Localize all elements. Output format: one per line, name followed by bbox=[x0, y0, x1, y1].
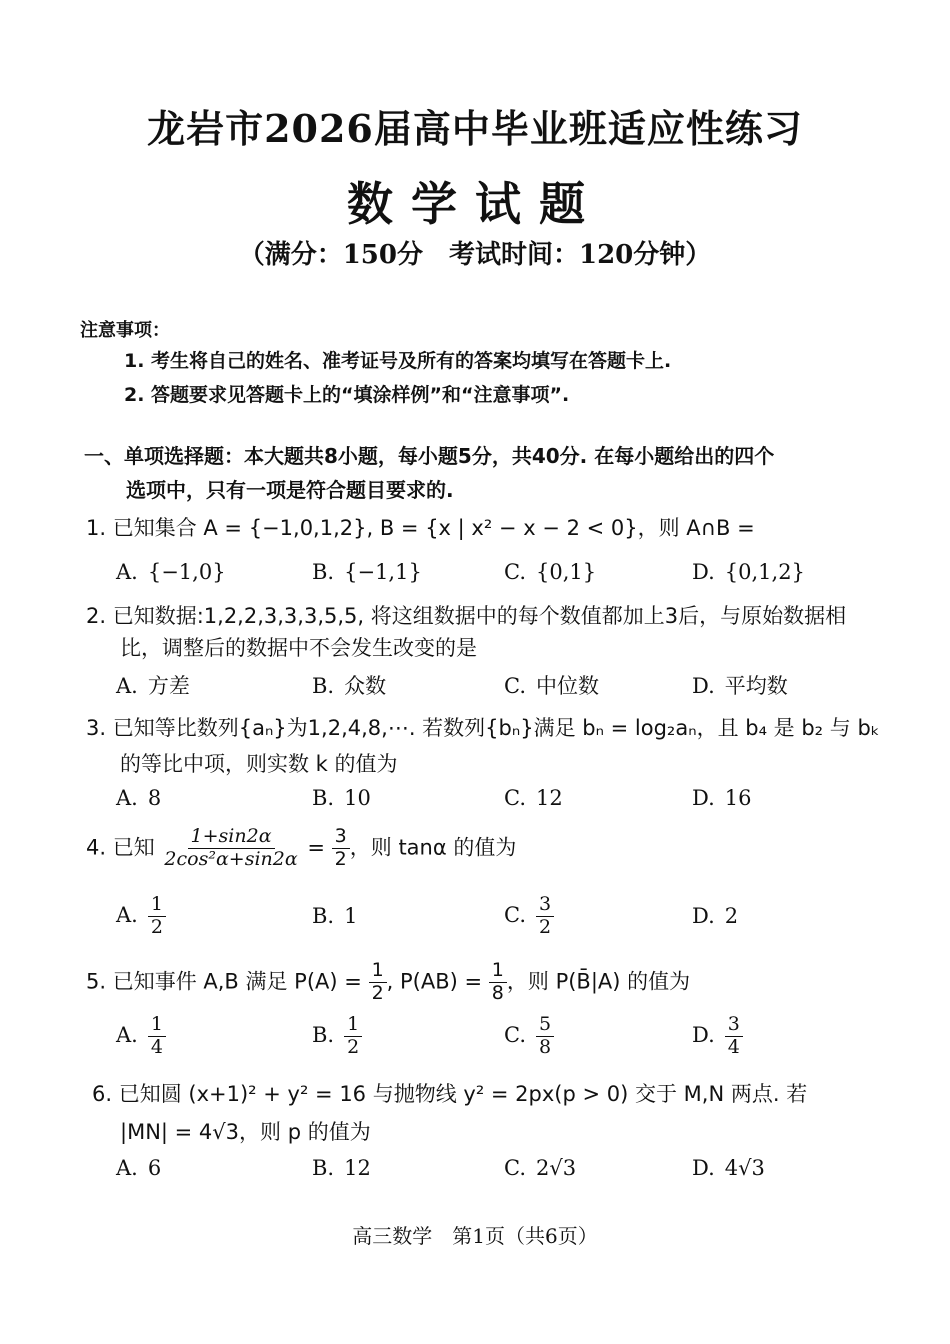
question-2-options bbox=[116, 670, 896, 710]
subject-title: 数学试题 bbox=[347, 177, 603, 231]
question-6-options bbox=[116, 1156, 896, 1196]
question-1: 1. 已知集合 A = {−1,0,1,2}, B = {x | x² − x − 2 < 0}，则 A∩B = bbox=[86, 516, 755, 540]
option-c: C. 中位数 bbox=[504, 674, 599, 698]
notice-item: 2. 答题要求见答题卡上的“填涂样例”和“注意事项”. bbox=[124, 384, 570, 406]
option-c: C. $\frac{3}{2}$ bbox=[504, 894, 554, 939]
question-1-options bbox=[116, 560, 896, 600]
fraction: $\frac{1+\sin 2\alpha}{\text{2cos²α+sin2α}}$ bbox=[164, 825, 298, 870]
question-4: 4. 已知 $\frac{1+\sin 2\alpha}{\text{2cos²α+sin2α}}$ = $\frac{3}{2}$ ，则 tanα 的值为 bbox=[86, 825, 517, 870]
option-a: A. {−1,0} bbox=[116, 560, 226, 584]
exam-title: 龙岩市2026届高中毕业班适应性练习 bbox=[147, 106, 803, 151]
question-3-cont: 的等比中项，则实数 k 的值为 bbox=[120, 752, 398, 776]
option-d: D. $\frac{3}{4}$ bbox=[692, 1014, 743, 1059]
option-a: A. 方差 bbox=[116, 674, 190, 698]
question-5: 5. 已知事件 A,B 满足 P(A) = $\frac{1}{2}$ , P(AB) = $\frac{1}{8}$ ，则 P(B̄|A) 的值为 bbox=[86, 959, 691, 1004]
option-b: B. {−1,1} bbox=[312, 560, 422, 584]
question-2-cont: 比，调整后的数据中不会发生改变的是 bbox=[120, 636, 477, 660]
option-b: B. 10 bbox=[312, 786, 371, 810]
section-title-cont: 选项中，只有一项是符合题目要求的. bbox=[126, 478, 454, 502]
option-d: D. 平均数 bbox=[692, 674, 788, 698]
question-2: 2. 已知数据:1,2,2,3,3,3,5,5, 将这组数据中的每个数值都加上3后，与原始数据相 bbox=[86, 604, 847, 628]
option-c: C. $\frac{5}{8}$ bbox=[504, 1014, 554, 1059]
option-b: B. $\frac{1}{2}$ bbox=[312, 1014, 362, 1059]
fraction: $\frac{1}{8}$ bbox=[489, 960, 507, 1005]
fraction: $\frac{1}{2}$ bbox=[369, 960, 387, 1005]
exam-info: （满分：150分 考试时间：120分钟） bbox=[238, 240, 712, 270]
option-a: A. $\frac{1}{2}$ bbox=[116, 894, 166, 939]
question-3: 3. 已知等比数列{aₙ}为1,2,4,8,⋯. 若数列{bₙ}满足 bₙ = log₂aₙ，且 b₄ 是 b₂ 与 bₖ bbox=[86, 716, 880, 740]
option-a: A. 8 bbox=[116, 786, 162, 810]
section-title: 一、单项选择题：本大题共8小题，每小题5分，共40分. 在每小题给出的四个 bbox=[84, 444, 775, 468]
option-b: B. 12 bbox=[312, 1156, 371, 1180]
option-d: D. 2 bbox=[692, 904, 739, 928]
question-3-options bbox=[116, 786, 896, 826]
option-a: A. $\frac{1}{4}$ bbox=[116, 1014, 166, 1059]
question-5-options bbox=[116, 1013, 896, 1058]
fraction: $\frac{3}{2}$ bbox=[332, 826, 350, 871]
question-4-options bbox=[116, 893, 896, 938]
option-d: D. 4√3 bbox=[692, 1156, 765, 1180]
option-c: C. 2√3 bbox=[504, 1156, 577, 1180]
option-d: D. 16 bbox=[692, 786, 752, 810]
notice-item: 1. 考生将自己的姓名、准考证号及所有的答案均填写在答题卡上. bbox=[124, 350, 672, 372]
question-6-cont: |MN| = 4√3，则 p 的值为 bbox=[120, 1120, 371, 1144]
option-c: C. 12 bbox=[504, 786, 563, 810]
notice-title: 注意事项： bbox=[80, 320, 170, 341]
option-c: C. {0,1} bbox=[504, 560, 597, 584]
option-b: B. 1 bbox=[312, 904, 358, 928]
option-d: D. {0,1,2} bbox=[692, 560, 805, 584]
page-footer: 高三数学 第1页（共6页） bbox=[352, 1224, 598, 1248]
option-a: A. 6 bbox=[116, 1156, 162, 1180]
option-b: B. 众数 bbox=[312, 674, 387, 698]
question-6: 6. 已知圆 (x+1)² + y² = 16 与抛物线 y² = 2px(p > 0) 交于 M,N 两点. 若 bbox=[92, 1082, 808, 1106]
